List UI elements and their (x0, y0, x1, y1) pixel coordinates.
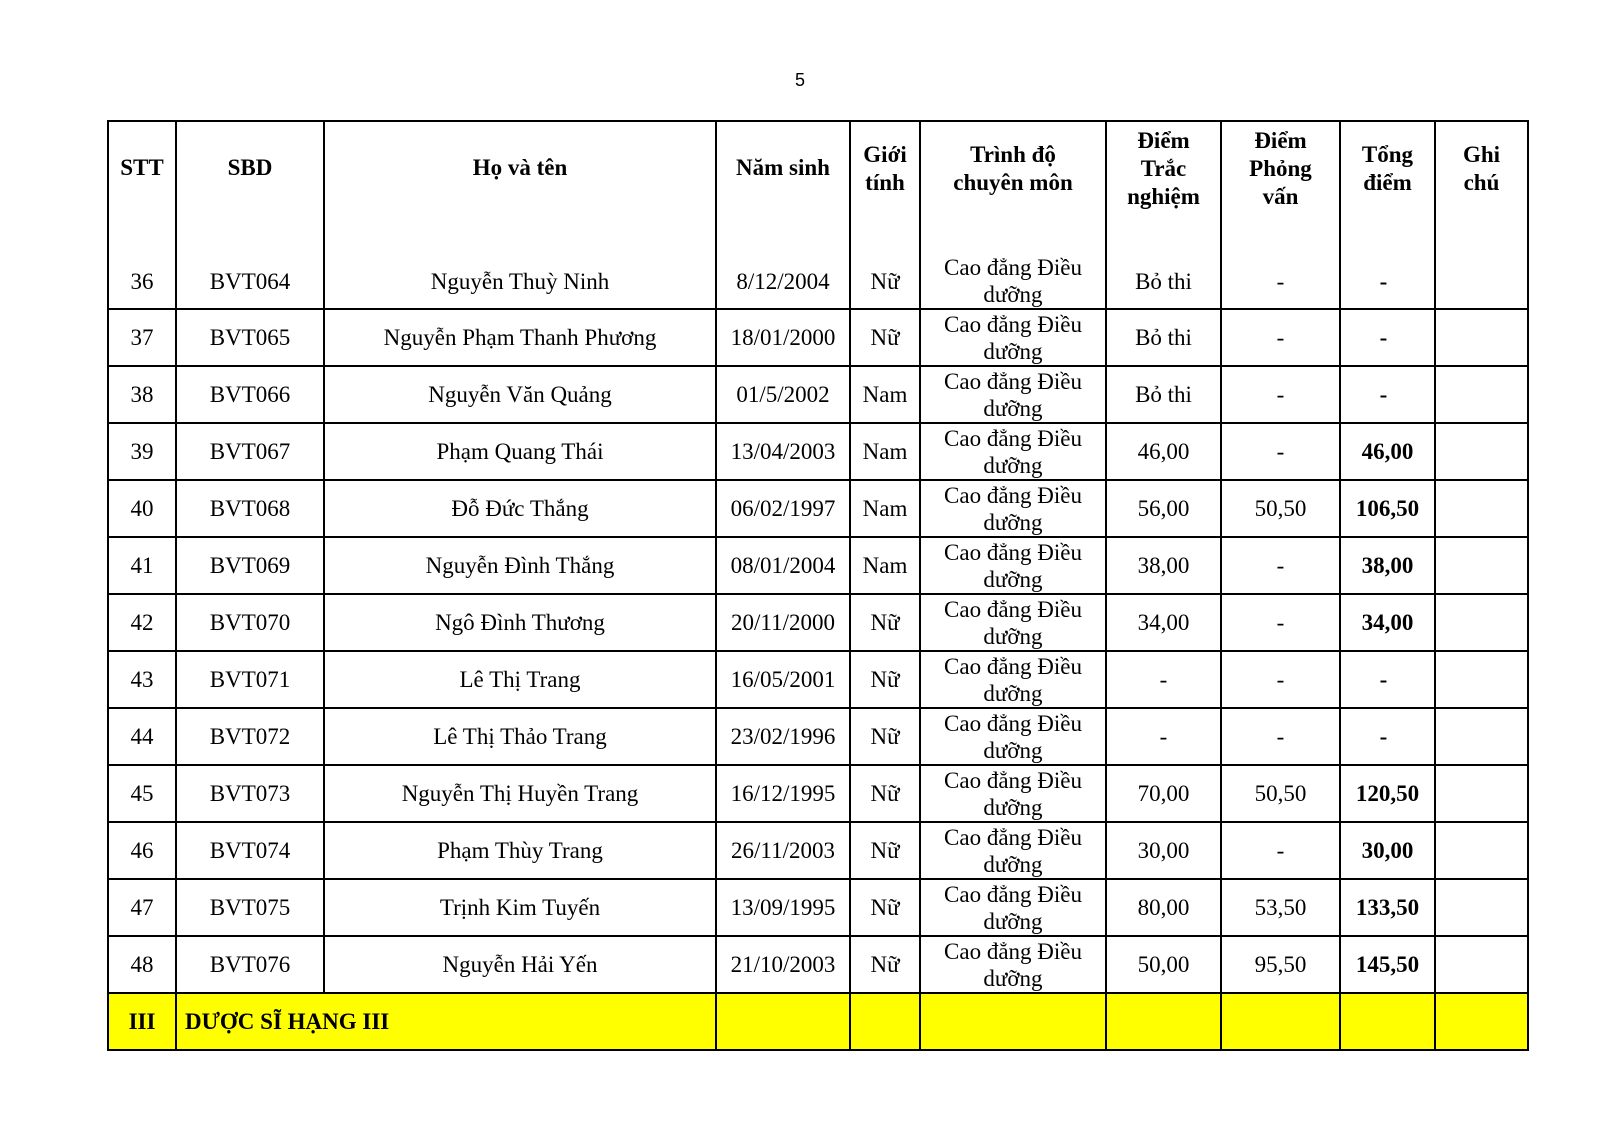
cell-level (920, 254, 1106, 309)
cell-sbd: BVT073 (176, 765, 324, 822)
cell-total: 120,50 (1340, 765, 1435, 822)
cell-level-line2: dưỡng (983, 566, 1043, 592)
cell-note (1435, 480, 1528, 537)
cell-gender: Nữ (850, 594, 920, 651)
table-row (108, 822, 1528, 879)
cell-name: Phạm Thùy Trang (324, 822, 716, 879)
table-row (108, 879, 1528, 936)
cell-sbd: BVT074 (176, 822, 324, 879)
cell-test-score: 56,00 (1106, 480, 1221, 537)
cell-level (920, 423, 1106, 480)
header-test-line3: nghiệm (1127, 184, 1200, 209)
section-cell-total (1340, 993, 1435, 1050)
cell-stt: 40 (108, 480, 176, 537)
section-cell-birth (716, 993, 850, 1050)
cell-level (920, 936, 1106, 993)
section-body (108, 993, 1528, 1050)
cell-name: Lê Thị Thảo Trang (324, 708, 716, 765)
cell-name: Đỗ Đức Thắng (324, 480, 716, 537)
cell-sbd: BVT069 (176, 537, 324, 594)
cell-level-line2: dưỡng (983, 452, 1043, 478)
cell-interview-score: 95,50 (1221, 936, 1340, 993)
cell-note (1435, 366, 1528, 423)
cell-total: - (1340, 309, 1435, 366)
cell-test-score: 30,00 (1106, 822, 1221, 879)
section-cell-test (1106, 993, 1221, 1050)
cell-interview-score: - (1221, 366, 1340, 423)
table-row (108, 537, 1528, 594)
cell-level (920, 594, 1106, 651)
cell-test-score: - (1106, 651, 1221, 708)
table-row (108, 594, 1528, 651)
cell-sbd: BVT066 (176, 366, 324, 423)
cell-sbd: BVT071 (176, 651, 324, 708)
cell-level-line1: Cao đẳng Điều (944, 767, 1082, 793)
cell-name: Phạm Quang Thái (324, 423, 716, 480)
cell-test-score: 34,00 (1106, 594, 1221, 651)
header-interview-line2: Phỏng (1249, 156, 1312, 181)
header-birth: Năm sinh (716, 121, 850, 254)
cell-stt: 42 (108, 594, 176, 651)
cell-note (1435, 309, 1528, 366)
header-note-line1: Ghi (1462, 142, 1501, 167)
table-row (108, 651, 1528, 708)
cell-note (1435, 822, 1528, 879)
cell-test-score: - (1106, 708, 1221, 765)
cell-level-line1: Cao đẳng Điều (944, 255, 1082, 280)
cell-gender: Nam (850, 537, 920, 594)
cell-level-line1: Cao đẳng Điều (944, 710, 1082, 736)
cell-level (920, 309, 1106, 366)
cell-name: Trịnh Kim Tuyến (324, 879, 716, 936)
cell-level-line1: Cao đẳng Điều (944, 596, 1082, 622)
header-test-line1: Điểm (1137, 128, 1190, 153)
header-sbd: SBD (176, 121, 324, 254)
cell-birth: 18/01/2000 (716, 309, 850, 366)
cell-name: Nguyễn Thị Huyền Trang (324, 765, 716, 822)
cell-level-line2: dưỡng (983, 737, 1043, 763)
cell-interview-score: - (1221, 708, 1340, 765)
cell-gender: Nữ (850, 936, 920, 993)
table-row (108, 936, 1528, 993)
section-title: DƯỢC SĨ HẠNG III (176, 993, 716, 1050)
cell-stt: 39 (108, 423, 176, 480)
cell-level-line2: dưỡng (983, 395, 1043, 421)
cell-level (920, 537, 1106, 594)
cell-gender: Nữ (850, 879, 920, 936)
cell-birth: 8/12/2004 (716, 254, 850, 309)
cell-sbd: BVT070 (176, 594, 324, 651)
cell-level-line1: Cao đẳng Điều (944, 311, 1082, 337)
cell-gender: Nam (850, 366, 920, 423)
cell-level-line2: dưỡng (983, 908, 1043, 934)
cell-test-score: Bỏ thi (1106, 309, 1221, 366)
cell-level-line2: dưỡng (983, 680, 1043, 706)
cell-interview-score: - (1221, 423, 1340, 480)
cell-sbd: BVT067 (176, 423, 324, 480)
cell-stt: 43 (108, 651, 176, 708)
table-row (108, 708, 1528, 765)
cell-interview-score: - (1221, 254, 1340, 309)
cell-total: - (1340, 254, 1435, 309)
cell-birth: 01/5/2002 (716, 366, 850, 423)
cell-note (1435, 651, 1528, 708)
cell-interview-score: 50,50 (1221, 480, 1340, 537)
cell-name: Nguyễn Phạm Thanh Phương (324, 309, 716, 366)
header-interview-line1: Điểm (1254, 128, 1307, 153)
section-row (108, 993, 1528, 1050)
cell-level (920, 765, 1106, 822)
section-cell-level (920, 993, 1106, 1050)
cell-total: - (1340, 708, 1435, 765)
cell-interview-score: - (1221, 537, 1340, 594)
cell-note (1435, 936, 1528, 993)
cell-level (920, 822, 1106, 879)
cell-interview-score: 50,50 (1221, 765, 1340, 822)
cell-birth: 08/01/2004 (716, 537, 850, 594)
cell-gender: Nữ (850, 309, 920, 366)
cell-stt: 46 (108, 822, 176, 879)
cell-level (920, 651, 1106, 708)
cell-level-line2: dưỡng (983, 282, 1043, 307)
cell-level (920, 879, 1106, 936)
cell-gender: Nữ (850, 254, 920, 309)
cell-total: 46,00 (1340, 423, 1435, 480)
cell-interview-score: - (1221, 651, 1340, 708)
cell-birth: 13/09/1995 (716, 879, 850, 936)
header-interview-line3: vấn (1262, 184, 1299, 209)
cell-stt: 47 (108, 879, 176, 936)
cell-name: Nguyễn Văn Quảng (324, 366, 716, 423)
table-row (108, 366, 1528, 423)
header-row (108, 121, 1528, 254)
cell-stt: 48 (108, 936, 176, 993)
cell-gender: Nữ (850, 651, 920, 708)
section-cell-note (1435, 993, 1528, 1050)
cell-total: 106,50 (1340, 480, 1435, 537)
cell-total: 38,00 (1340, 537, 1435, 594)
cell-sbd: BVT076 (176, 936, 324, 993)
section-cell-interview (1221, 993, 1340, 1050)
section-number: III (108, 993, 176, 1050)
header-gender-line1: Giới (863, 142, 907, 167)
cell-test-score: 38,00 (1106, 537, 1221, 594)
table-row (108, 254, 1528, 309)
cell-level-line2: dưỡng (983, 965, 1043, 991)
cell-test-score: 46,00 (1106, 423, 1221, 480)
cell-interview-score: 53,50 (1221, 879, 1340, 936)
cell-level-line2: dưỡng (983, 623, 1043, 649)
cell-level-line2: dưỡng (983, 851, 1043, 877)
cell-birth: 06/02/1997 (716, 480, 850, 537)
cell-gender: Nam (850, 423, 920, 480)
cell-level-line1: Cao đẳng Điều (944, 653, 1082, 679)
cell-interview-score: - (1221, 822, 1340, 879)
cell-level-line1: Cao đẳng Điều (944, 824, 1082, 850)
header-note (1435, 121, 1528, 254)
cell-birth: 21/10/2003 (716, 936, 850, 993)
header-level (920, 121, 1106, 254)
table-body (108, 254, 1528, 993)
cell-note (1435, 423, 1528, 480)
header-note-line2: chú (1463, 170, 1500, 195)
cell-total: 133,50 (1340, 879, 1435, 936)
cell-total: 34,00 (1340, 594, 1435, 651)
section-cell-gender (850, 993, 920, 1050)
cell-stt: 37 (108, 309, 176, 366)
cell-stt: 45 (108, 765, 176, 822)
cell-birth: 20/11/2000 (716, 594, 850, 651)
cell-gender: Nữ (850, 708, 920, 765)
cell-stt: 41 (108, 537, 176, 594)
cell-level-line1: Cao đẳng Điều (944, 539, 1082, 565)
table-row (108, 423, 1528, 480)
cell-total: - (1340, 651, 1435, 708)
cell-level-line2: dưỡng (983, 794, 1043, 820)
header-interview-score (1221, 121, 1340, 254)
cell-name: Nguyễn Hải Yến (324, 936, 716, 993)
cell-note (1435, 765, 1528, 822)
cell-note (1435, 708, 1528, 765)
cell-birth: 26/11/2003 (716, 822, 850, 879)
header-test-score (1106, 121, 1221, 254)
cell-test-score: 50,00 (1106, 936, 1221, 993)
cell-test-score: 70,00 (1106, 765, 1221, 822)
cell-sbd: BVT068 (176, 480, 324, 537)
cell-birth: 23/02/1996 (716, 708, 850, 765)
cell-level-line2: dưỡng (983, 338, 1043, 364)
cell-interview-score: - (1221, 594, 1340, 651)
cell-sbd: BVT065 (176, 309, 324, 366)
cell-birth: 16/12/1995 (716, 765, 850, 822)
header-total-line2: điểm (1363, 170, 1412, 195)
cell-stt: 36 (108, 254, 176, 309)
cell-test-score: Bỏ thi (1106, 366, 1221, 423)
cell-test-score: 80,00 (1106, 879, 1221, 936)
header-level-line1: Trình độ (970, 142, 1056, 167)
cell-level-line1: Cao đẳng Điều (944, 938, 1082, 964)
cell-note (1435, 879, 1528, 936)
cell-name: Ngô Đình Thương (324, 594, 716, 651)
cell-name: Nguyễn Thuỳ Ninh (324, 254, 716, 309)
cell-note (1435, 594, 1528, 651)
cell-level-line1: Cao đẳng Điều (944, 425, 1082, 451)
header-test-line2: Trắc (1140, 156, 1187, 181)
header-gender-line2: tính (865, 170, 905, 195)
cell-note (1435, 254, 1528, 309)
cell-stt: 44 (108, 708, 176, 765)
cell-sbd: BVT072 (176, 708, 324, 765)
page-number: 5 (794, 70, 805, 90)
results-table (107, 120, 1529, 1051)
cell-level (920, 708, 1106, 765)
header-name: Họ và tên (324, 121, 716, 254)
cell-gender: Nữ (850, 765, 920, 822)
cell-level (920, 366, 1106, 423)
cell-level-line1: Cao đẳng Điều (944, 881, 1082, 907)
cell-sbd: BVT064 (176, 254, 324, 309)
cell-stt: 38 (108, 366, 176, 423)
cell-level-line1: Cao đẳng Điều (944, 482, 1082, 508)
cell-total: 145,50 (1340, 936, 1435, 993)
table-row (108, 309, 1528, 366)
cell-birth: 13/04/2003 (716, 423, 850, 480)
header-total (1340, 121, 1435, 254)
cell-note (1435, 537, 1528, 594)
cell-total: 30,00 (1340, 822, 1435, 879)
cell-gender: Nam (850, 480, 920, 537)
cell-birth: 16/05/2001 (716, 651, 850, 708)
header-stt: STT (108, 121, 176, 254)
header-level-line2: chuyên môn (953, 170, 1073, 195)
table-row (108, 480, 1528, 537)
cell-name: Lê Thị Trang (324, 651, 716, 708)
table-row (108, 765, 1528, 822)
cell-level-line2: dưỡng (983, 509, 1043, 535)
cell-total: - (1340, 366, 1435, 423)
cell-interview-score: - (1221, 309, 1340, 366)
header-total-line1: Tổng (1361, 142, 1414, 167)
cell-test-score: Bỏ thi (1106, 254, 1221, 309)
cell-sbd: BVT075 (176, 879, 324, 936)
cell-level-line1: Cao đẳng Điều (944, 368, 1082, 394)
header-gender (850, 121, 920, 254)
cell-name: Nguyễn Đình Thắng (324, 537, 716, 594)
cell-gender: Nữ (850, 822, 920, 879)
cell-level (920, 480, 1106, 537)
